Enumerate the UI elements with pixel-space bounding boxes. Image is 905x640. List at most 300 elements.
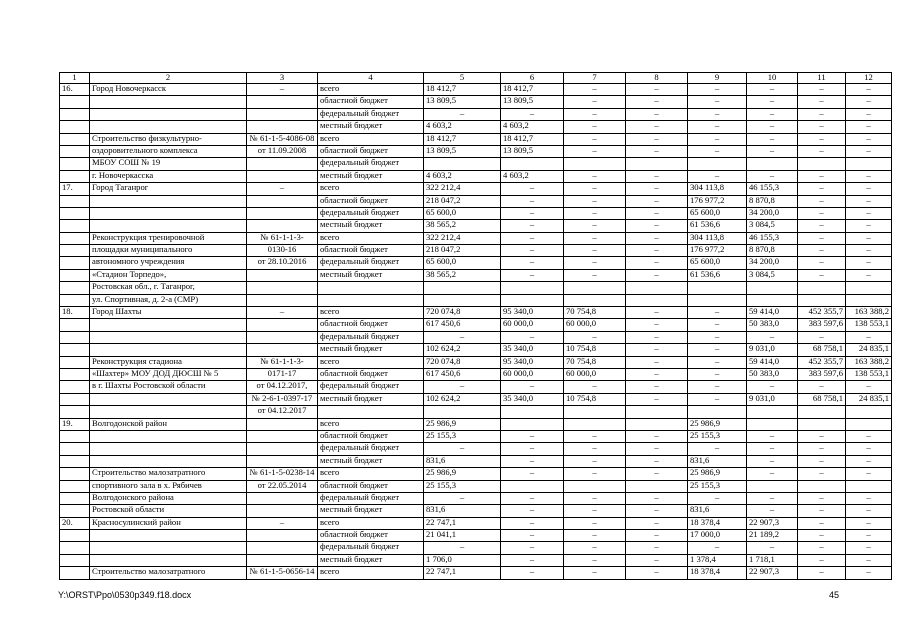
table-row <box>60 282 892 294</box>
table-cell <box>846 158 892 170</box>
table-cell <box>247 294 318 306</box>
table-row <box>60 232 892 244</box>
table-cell <box>564 282 626 294</box>
table-cell <box>424 294 501 306</box>
table-cell <box>247 207 318 219</box>
table-cell <box>747 158 798 170</box>
table-cell: 452 355,7 <box>798 307 846 319</box>
table-cell: 3 084,5 <box>747 220 798 232</box>
table-cell <box>798 418 846 430</box>
table-cell: местный бюджет <box>318 455 424 467</box>
table-cell: – <box>564 505 626 517</box>
table-cell: федеральный бюджет <box>318 158 424 170</box>
table-cell: 8 870,8 <box>747 245 798 257</box>
table-cell: – <box>747 145 798 157</box>
table-cell: – <box>688 133 747 145</box>
table-cell: – <box>798 567 846 579</box>
table-cell: – <box>688 356 747 368</box>
table-cell <box>798 294 846 306</box>
table-cell <box>747 282 798 294</box>
table-body <box>60 73 892 580</box>
table-cell: 34 200,0 <box>747 257 798 269</box>
table-cell: 60 000,0 <box>501 319 564 331</box>
table-cell: Ростовской области <box>90 505 247 517</box>
table-cell: – <box>688 368 747 380</box>
table-cell: – <box>626 207 688 219</box>
table-cell: – <box>626 319 688 331</box>
table-cell: – <box>501 245 564 257</box>
table-cell: – <box>626 567 688 579</box>
table-cell: 50 383,0 <box>747 319 798 331</box>
table-cell: 25 155,3 <box>424 480 501 492</box>
table-cell: 138 553,1 <box>846 319 892 331</box>
table-cell: № 61-1-5-0238-14 <box>247 468 318 480</box>
table-cell: 60 000,0 <box>564 368 626 380</box>
table-cell: – <box>846 183 892 195</box>
table-cell: – <box>564 554 626 566</box>
table-cell <box>564 418 626 430</box>
table-cell: местный бюджет <box>318 269 424 281</box>
table-cell: – <box>747 505 798 517</box>
table-cell: от 11.09.2008 <box>247 145 318 157</box>
table-cell: – <box>626 368 688 380</box>
table-cell <box>798 282 846 294</box>
table-cell: 304 113,8 <box>688 232 747 244</box>
table-cell <box>90 455 247 467</box>
table-row <box>60 455 892 467</box>
table-cell: – <box>747 170 798 182</box>
table-row <box>60 505 892 517</box>
table-row <box>60 220 892 232</box>
table-cell <box>688 406 747 418</box>
table-cell: – <box>688 443 747 455</box>
table-cell: – <box>846 530 892 542</box>
table-cell: 50 383,0 <box>747 368 798 380</box>
table-cell: Ростовская обл., г. Таганрог, <box>90 282 247 294</box>
table-cell <box>60 492 90 504</box>
table-cell <box>564 406 626 418</box>
table-cell: – <box>688 96 747 108</box>
table-cell: 18 378,4 <box>688 567 747 579</box>
table-cell <box>501 406 564 418</box>
table-cell: – <box>688 393 747 405</box>
table-cell: – <box>688 492 747 504</box>
table-cell: – <box>564 257 626 269</box>
table-cell: 35 340,0 <box>501 393 564 405</box>
table-cell <box>60 567 90 579</box>
table-cell: – <box>798 505 846 517</box>
table-cell: – <box>626 344 688 356</box>
table-cell <box>247 542 318 554</box>
table-cell: – <box>424 492 501 504</box>
table-cell: автономного учреждения <box>90 257 247 269</box>
header-cell: 3 <box>247 73 318 84</box>
header-cell: 11 <box>798 73 846 84</box>
table-cell <box>90 443 247 455</box>
table-cell <box>60 145 90 157</box>
table-cell: 4 603,2 <box>424 121 501 133</box>
table-cell: – <box>846 554 892 566</box>
table-cell: – <box>501 207 564 219</box>
table-cell <box>564 294 626 306</box>
table-cell: «Шахтер» МОУ ДОД ДЮСШ № 5 <box>90 368 247 380</box>
table-cell <box>90 530 247 542</box>
table-cell: Волгодонской район <box>90 418 247 430</box>
table-cell: 18 412,7 <box>501 133 564 145</box>
table-cell: – <box>846 96 892 108</box>
table-cell <box>247 554 318 566</box>
table-row <box>60 443 892 455</box>
table-cell: – <box>564 269 626 281</box>
table-cell: Строительство малозатратного <box>90 567 247 579</box>
table-cell: – <box>798 269 846 281</box>
table-cell: – <box>798 170 846 182</box>
table-cell: – <box>846 542 892 554</box>
table-cell: федеральный бюджет <box>318 108 424 120</box>
table-cell <box>60 282 90 294</box>
table-cell: – <box>626 554 688 566</box>
table-cell <box>247 220 318 232</box>
table-cell <box>60 331 90 343</box>
table-cell: – <box>798 145 846 157</box>
table-cell: – <box>626 84 688 96</box>
table-cell: – <box>501 492 564 504</box>
table-cell <box>60 554 90 566</box>
table-cell: – <box>688 84 747 96</box>
table-cell: 20. <box>60 517 90 529</box>
table-cell: 68 758,1 <box>798 393 846 405</box>
table-cell: Город Шахты <box>90 307 247 319</box>
table-cell: 322 212,4 <box>424 232 501 244</box>
table-cell: 65 600,0 <box>688 207 747 219</box>
table-cell: – <box>247 183 318 195</box>
table-cell <box>247 269 318 281</box>
table-cell: 176 977,2 <box>688 245 747 257</box>
table-cell <box>247 344 318 356</box>
table-cell: – <box>626 183 688 195</box>
table-cell: – <box>626 530 688 542</box>
table-cell: 163 388,2 <box>846 356 892 368</box>
table-cell: в г. Шахты Ростовской области <box>90 381 247 393</box>
table-cell: 304 113,8 <box>688 183 747 195</box>
table-cell: 60 000,0 <box>564 319 626 331</box>
table-cell: № 61-1-1-3- <box>247 232 318 244</box>
table-cell: всего <box>318 468 424 480</box>
table-cell <box>846 282 892 294</box>
table-row <box>60 195 892 207</box>
table-cell: 8 870,8 <box>747 195 798 207</box>
table-row <box>60 307 892 319</box>
table-cell <box>798 480 846 492</box>
table-cell <box>688 294 747 306</box>
table-cell: областной бюджет <box>318 319 424 331</box>
table-cell: 383 597,6 <box>798 319 846 331</box>
table-cell <box>90 319 247 331</box>
table-cell <box>798 406 846 418</box>
table-cell <box>626 480 688 492</box>
table-cell: 61 536,6 <box>688 220 747 232</box>
table-cell: 218 047,2 <box>424 195 501 207</box>
budget-table <box>59 72 892 580</box>
table-cell: Красносулинский район <box>90 517 247 529</box>
table-cell <box>626 282 688 294</box>
table-cell: – <box>501 183 564 195</box>
table-row <box>60 344 892 356</box>
table-cell <box>60 344 90 356</box>
header-cell: 7 <box>564 73 626 84</box>
table-cell <box>626 158 688 170</box>
table-cell: 25 986,9 <box>424 468 501 480</box>
table-cell <box>60 381 90 393</box>
table-cell: 720 074,8 <box>424 307 501 319</box>
table-cell: – <box>846 121 892 133</box>
table-cell <box>90 393 247 405</box>
table-cell: 65 600,0 <box>424 257 501 269</box>
table-cell: от 22.05.2014 <box>247 480 318 492</box>
table-cell: местный бюджет <box>318 393 424 405</box>
table-cell: – <box>846 220 892 232</box>
table-cell: – <box>846 455 892 467</box>
table-cell <box>247 443 318 455</box>
table-cell: Город Таганрог <box>90 183 247 195</box>
table-cell <box>60 245 90 257</box>
table-cell: – <box>501 443 564 455</box>
table-cell: областной бюджет <box>318 195 424 207</box>
table-cell <box>798 158 846 170</box>
table-cell: – <box>626 443 688 455</box>
table-cell <box>626 418 688 430</box>
table-cell: всего <box>318 84 424 96</box>
table-cell <box>60 158 90 170</box>
table-cell: – <box>688 145 747 157</box>
table-cell: – <box>564 220 626 232</box>
table-row <box>60 381 892 393</box>
table-row <box>60 331 892 343</box>
table-cell: – <box>688 331 747 343</box>
table-cell: 21 041,1 <box>424 530 501 542</box>
header-cell: 2 <box>90 73 247 84</box>
table-cell: 61 536,6 <box>688 269 747 281</box>
table-cell <box>247 195 318 207</box>
table-cell: местный бюджет <box>318 344 424 356</box>
table-cell: – <box>626 232 688 244</box>
table-cell: 322 212,4 <box>424 183 501 195</box>
table-cell <box>60 542 90 554</box>
table-cell <box>846 480 892 492</box>
table-cell: 1 378,4 <box>688 554 747 566</box>
table-cell: – <box>501 220 564 232</box>
table-cell: – <box>846 505 892 517</box>
table-cell: – <box>846 84 892 96</box>
table-cell: – <box>501 468 564 480</box>
table-cell <box>90 220 247 232</box>
table-cell: федеральный бюджет <box>318 381 424 393</box>
table-cell: – <box>798 492 846 504</box>
table-cell: 25 986,9 <box>424 418 501 430</box>
header-cell: 8 <box>626 73 688 84</box>
table-cell: – <box>846 170 892 182</box>
table-cell: – <box>798 245 846 257</box>
table-cell: ул. Спортивная, д. 2-а (СМР) <box>90 294 247 306</box>
table-cell: – <box>626 542 688 554</box>
table-cell: № 61-1-1-3- <box>247 356 318 368</box>
table-cell <box>247 505 318 517</box>
table-cell <box>318 282 424 294</box>
table-cell <box>247 170 318 182</box>
table-cell: – <box>798 430 846 442</box>
table-cell <box>60 170 90 182</box>
table-row <box>60 96 892 108</box>
table-cell: от 04.12.2017, <box>247 381 318 393</box>
table-cell: – <box>564 443 626 455</box>
table-cell: – <box>798 108 846 120</box>
table-cell: 65 600,0 <box>424 207 501 219</box>
table-cell: – <box>626 356 688 368</box>
header-cell: 5 <box>424 73 501 84</box>
table-cell: – <box>798 517 846 529</box>
table-row <box>60 294 892 306</box>
table-cell: – <box>626 195 688 207</box>
table-cell: 831,6 <box>424 455 501 467</box>
table-cell <box>247 331 318 343</box>
table-cell: 0171-17 <box>247 368 318 380</box>
table-cell: местный бюджет <box>318 121 424 133</box>
table-row <box>60 492 892 504</box>
table-cell: от 28.10.2016 <box>247 257 318 269</box>
table-cell: 617 450,6 <box>424 368 501 380</box>
table-cell: – <box>846 517 892 529</box>
table-cell <box>747 480 798 492</box>
table-cell <box>60 121 90 133</box>
table-cell: – <box>626 257 688 269</box>
table-cell <box>90 542 247 554</box>
table-cell: 35 340,0 <box>501 344 564 356</box>
table-cell: 10 754,8 <box>564 393 626 405</box>
table-cell: 176 977,2 <box>688 195 747 207</box>
table-cell: – <box>501 269 564 281</box>
table-cell: 46 155,3 <box>747 232 798 244</box>
table-cell: – <box>501 331 564 343</box>
table-cell: – <box>424 331 501 343</box>
table-cell <box>90 108 247 120</box>
table-cell <box>60 232 90 244</box>
table-cell: 70 754,8 <box>564 356 626 368</box>
table-cell: – <box>747 84 798 96</box>
table-cell: – <box>747 492 798 504</box>
table-cell: 18. <box>60 307 90 319</box>
table-cell: – <box>626 430 688 442</box>
table-cell <box>247 108 318 120</box>
table-cell: федеральный бюджет <box>318 492 424 504</box>
table-cell: – <box>501 257 564 269</box>
table-cell: местный бюджет <box>318 220 424 232</box>
table-cell: – <box>564 245 626 257</box>
table-row <box>60 356 892 368</box>
table-cell: – <box>626 170 688 182</box>
table-cell <box>90 430 247 442</box>
table-row <box>60 406 892 418</box>
table-cell: – <box>501 455 564 467</box>
table-cell: Город Новочеркасск <box>90 84 247 96</box>
table-cell: 452 355,7 <box>798 356 846 368</box>
table-cell: 4 603,2 <box>501 121 564 133</box>
table-cell <box>90 554 247 566</box>
table-cell <box>846 418 892 430</box>
table-cell <box>60 207 90 219</box>
table-cell: 102 624,2 <box>424 393 501 405</box>
table-cell: – <box>798 331 846 343</box>
table-cell: – <box>747 455 798 467</box>
table-cell: – <box>626 381 688 393</box>
table-cell <box>318 406 424 418</box>
table-row <box>60 245 892 257</box>
table-cell: 34 200,0 <box>747 207 798 219</box>
table-cell: – <box>564 84 626 96</box>
table-cell: – <box>846 108 892 120</box>
table-cell <box>318 294 424 306</box>
table-cell: – <box>798 542 846 554</box>
table-cell: – <box>424 108 501 120</box>
table-cell: 24 835,1 <box>846 393 892 405</box>
header-cell: 1 <box>60 73 90 84</box>
table-cell: 13 809,5 <box>501 96 564 108</box>
table-cell: 17. <box>60 183 90 195</box>
header-row <box>60 73 892 84</box>
table-cell: областной бюджет <box>318 245 424 257</box>
table-cell: 13 809,5 <box>501 145 564 157</box>
table-cell: федеральный бюджет <box>318 257 424 269</box>
footer-page-number: 45 <box>829 590 840 600</box>
table-cell <box>688 282 747 294</box>
table-cell: – <box>564 170 626 182</box>
table-cell: 60 000,0 <box>501 368 564 380</box>
table-row <box>60 183 892 195</box>
table-cell: федеральный бюджет <box>318 443 424 455</box>
table-cell <box>60 96 90 108</box>
table-cell: – <box>688 121 747 133</box>
table-cell <box>564 158 626 170</box>
table-cell: – <box>846 492 892 504</box>
table-cell: – <box>688 319 747 331</box>
table-cell: 831,6 <box>688 455 747 467</box>
table-cell: от 04.12.2017 <box>247 406 318 418</box>
table-cell: – <box>798 443 846 455</box>
table-cell: областной бюджет <box>318 368 424 380</box>
table-cell: – <box>564 183 626 195</box>
table-cell: 1 706,0 <box>424 554 501 566</box>
table-cell: – <box>501 505 564 517</box>
table-cell: – <box>846 145 892 157</box>
table-cell: 22 907,3 <box>747 517 798 529</box>
table-cell: № 2-6-1-0397-17 <box>247 393 318 405</box>
table-cell: областной бюджет <box>318 145 424 157</box>
table-cell: – <box>846 207 892 219</box>
table-cell: – <box>626 245 688 257</box>
table-cell: местный бюджет <box>318 170 424 182</box>
table-cell: – <box>564 96 626 108</box>
table-cell <box>90 207 247 219</box>
table-cell: – <box>747 96 798 108</box>
table-cell: 10 754,8 <box>564 344 626 356</box>
table-row <box>60 170 892 182</box>
table-cell <box>90 195 247 207</box>
table-cell <box>564 480 626 492</box>
table-cell <box>501 294 564 306</box>
table-cell: – <box>501 567 564 579</box>
table-cell: – <box>846 195 892 207</box>
table-cell: площадки муниципального <box>90 245 247 257</box>
table-cell: – <box>747 542 798 554</box>
